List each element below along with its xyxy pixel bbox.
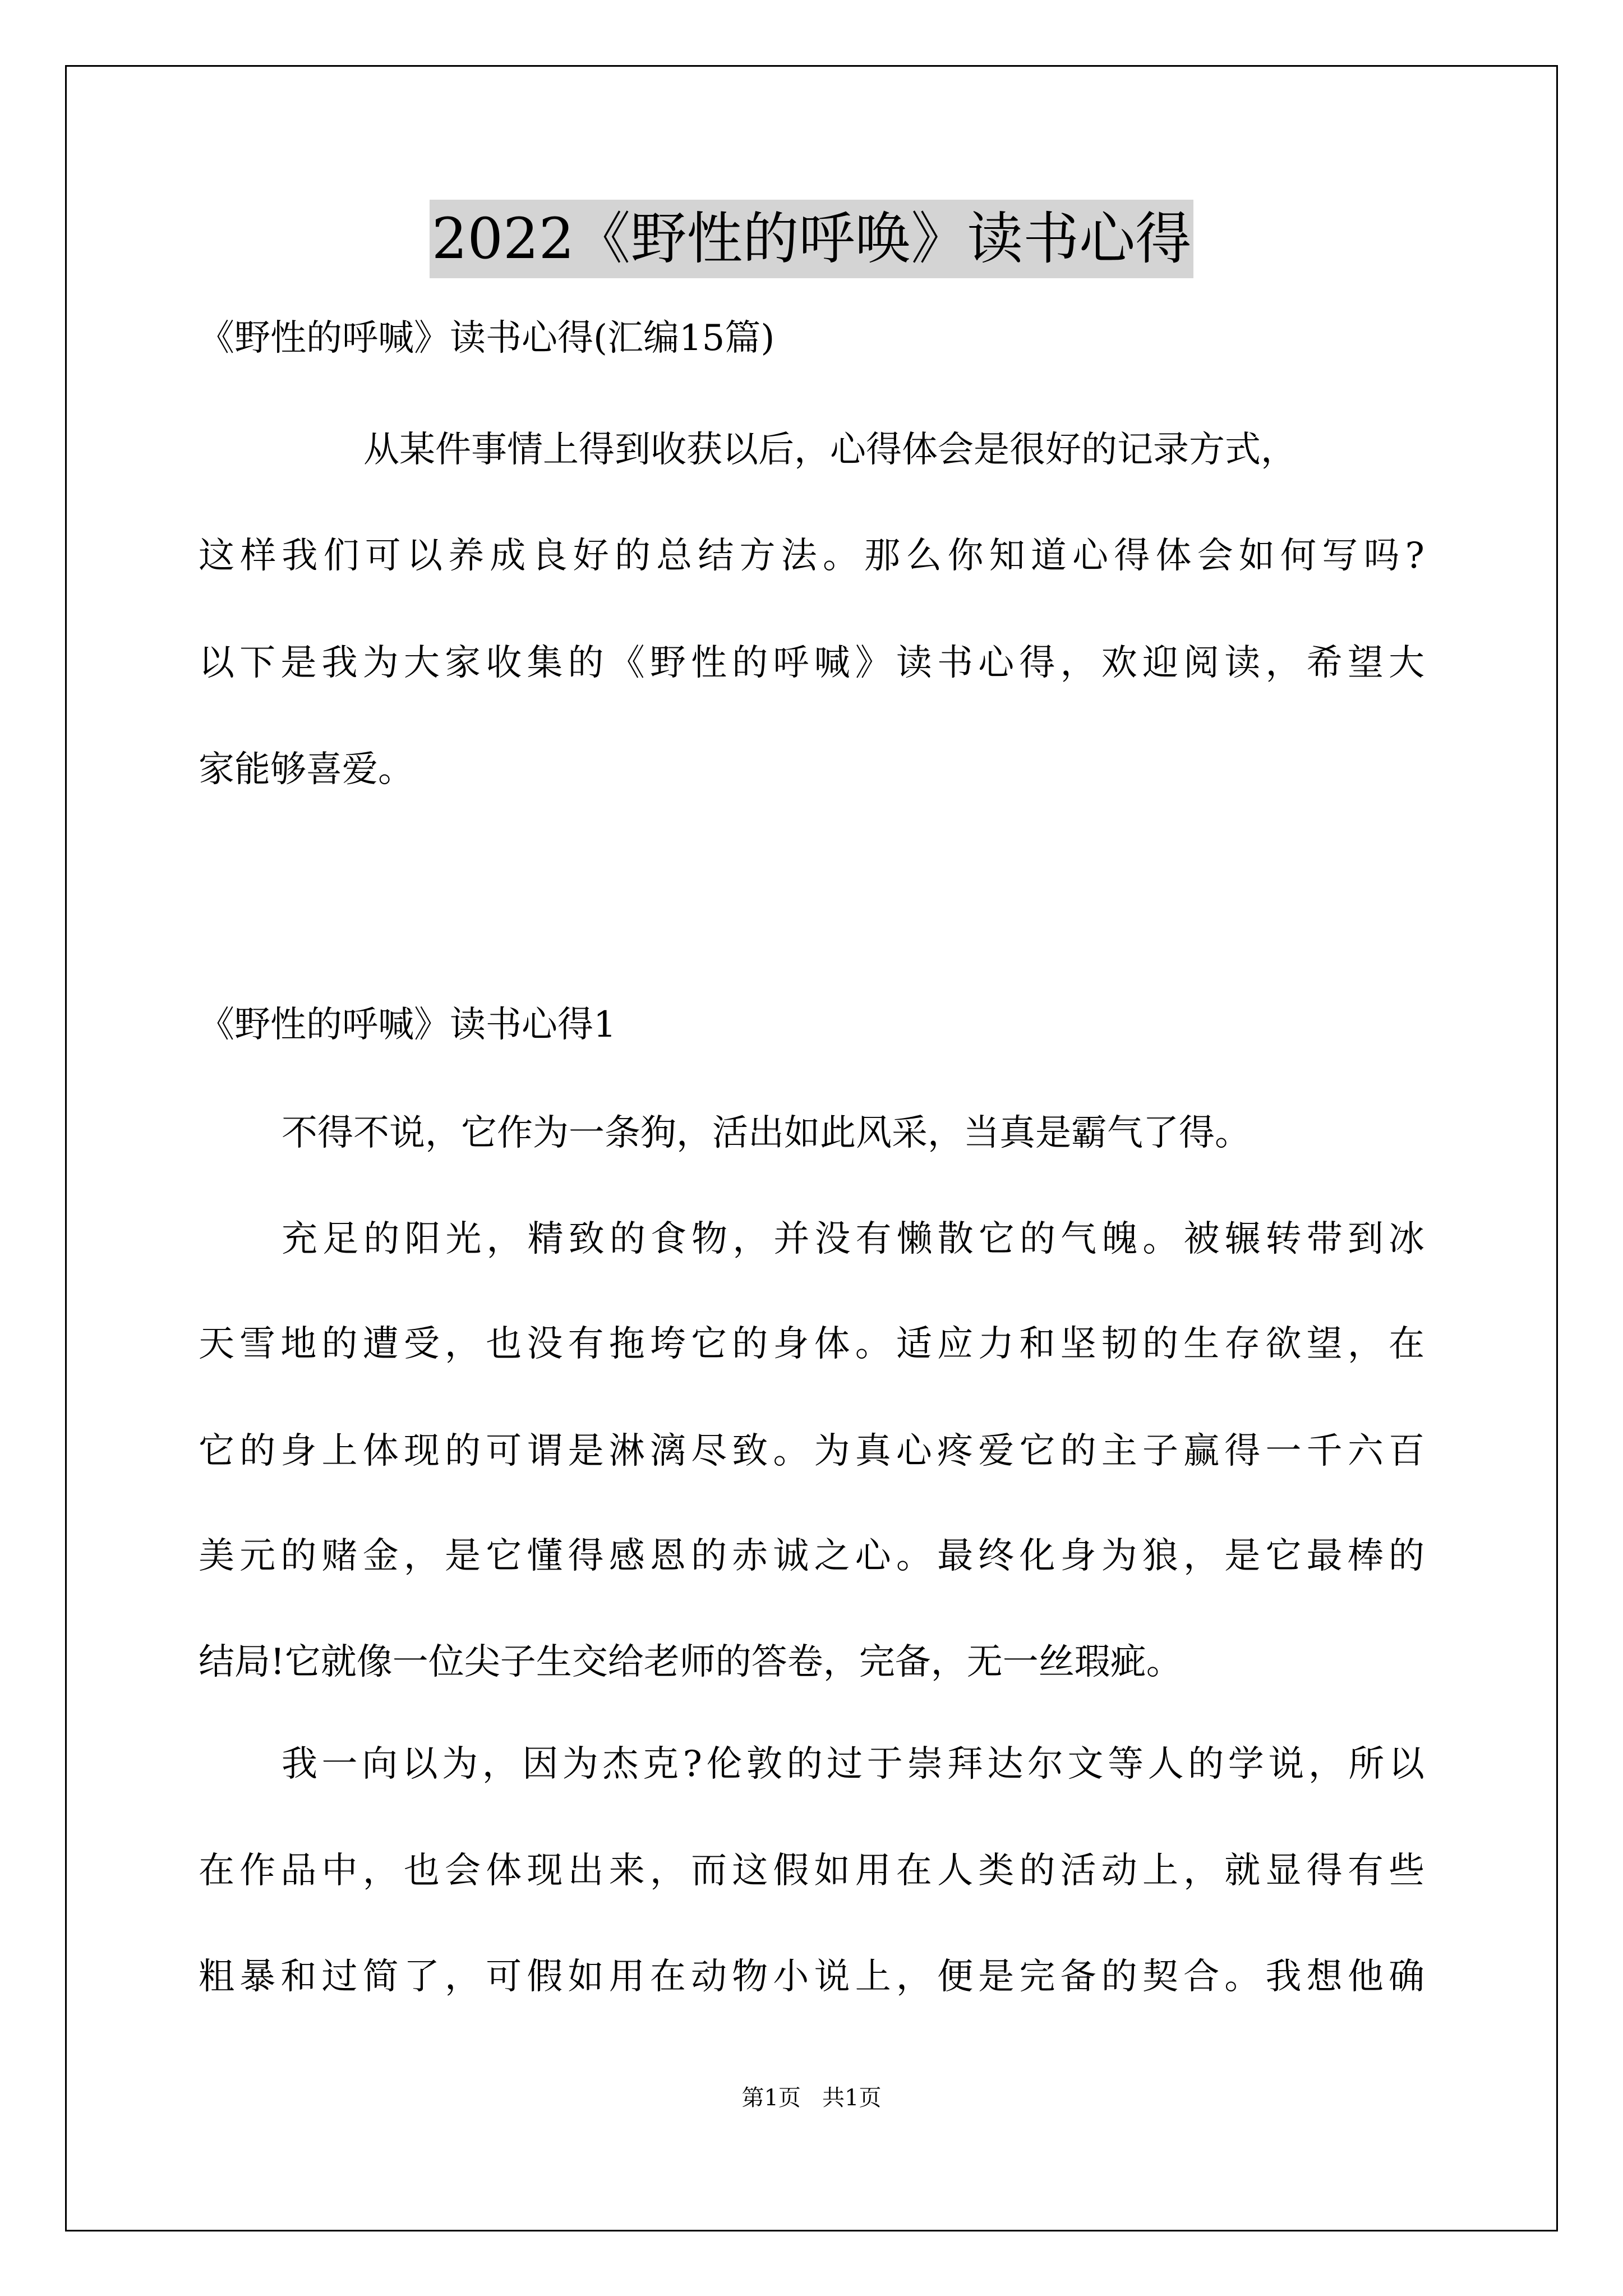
- section-heading: 《野性的呼喊》读书心得1: [199, 1004, 616, 1046]
- intro-line: 家能够喜爱。: [199, 749, 414, 790]
- paragraph-line: 它的身上体现的可谓是淋漓尽致。为真心疼爱它的主子赢得一千六百: [199, 1430, 1424, 1472]
- paragraph-line: 美元的赌金，是它懂得感恩的赤诚之心。最终化身为狼，是它最棒的: [199, 1535, 1424, 1577]
- intro-line: 以下是我为大家收集的《野性的呼喊》读书心得，欢迎阅读，希望大: [199, 642, 1424, 684]
- paragraph-line: 我一向以为，因为杰克?伦敦的过于崇拜达尔文等人的学说，所以: [282, 1743, 1424, 1785]
- paragraph-line: 结局!它就像一位尖子生交给老师的答卷，完备，无一丝瑕疵。: [199, 1641, 1182, 1683]
- document-subtitle: 《野性的呼喊》读书心得(汇编15篇): [199, 318, 775, 359]
- paragraph-line: 在作品中，也会体现出来，而这假如用在人类的活动上，就显得有些: [199, 1850, 1424, 1892]
- paragraph-line: 粗暴和过简了，可假如用在动物小说上，便是完备的契合。我想他确: [199, 1956, 1424, 1998]
- paragraph-line: 充足的阳光，精致的食物，并没有懒散它的气魄。被辗转带到冰: [282, 1218, 1424, 1260]
- intro-line: 这样我们可以养成良好的总结方法。那么你知道心得体会如何写吗?: [199, 535, 1424, 577]
- intro-line: 从某件事情上得到收获以后，心得体会是很好的记录方式，: [363, 429, 1297, 471]
- paragraph-line: 不得不说，它作为一条狗，活出如此风采，当真是霸气了得。: [282, 1112, 1251, 1154]
- title-container: [0, 200, 1623, 278]
- page-number-footer: 第1页 共1页: [741, 2085, 882, 2111]
- document-title: 2022《野性的呼唤》读书心得: [430, 200, 1194, 278]
- paragraph-line: 天雪地的遭受，也没有拖垮它的身体。适应力和坚韧的生存欲望，在: [199, 1323, 1424, 1365]
